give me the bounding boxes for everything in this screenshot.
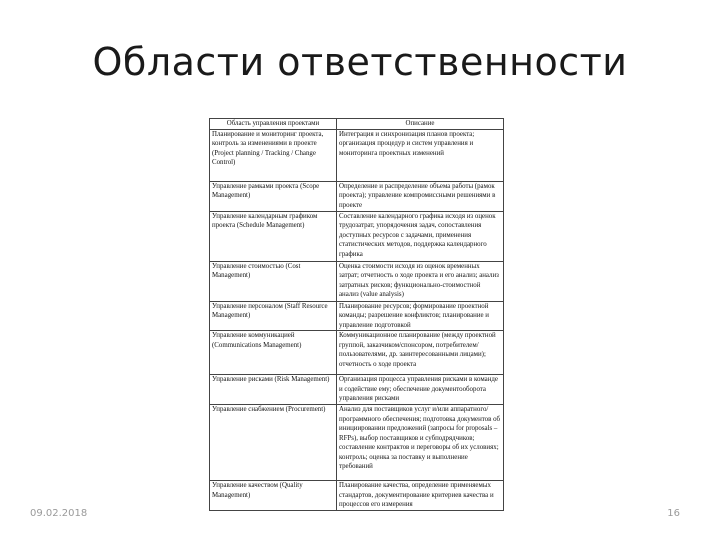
cell-area: Управление коммуникацией (Communications Management) (210, 331, 337, 375)
table-row (210, 301, 504, 331)
cell-area: Управление календарным графиком проекта (Schedule Management) (210, 211, 337, 261)
slide-date: 09.02.2018 (30, 508, 88, 519)
table-row (210, 129, 504, 181)
cell-area: Планирование и мониторинг проекта, контроль за изменениями в проекте (Project planning / Tracking / Change Control) (210, 129, 337, 181)
cell-description: Коммуникационное планирование (между проектной группой, заказчиком/спонсором, потребителем/пользователями, др. заинтересованными лицами); отчетность о ходе проекта (337, 331, 504, 375)
responsibility-table (209, 118, 504, 511)
cell-description: Составление календарного графика исходя из оценок трудозатрат, упорядочения задач, сопоставления доступных ресурсов с задачами, применения статистических методов, поддержка календарного графика (337, 211, 504, 261)
cell-area: Управление качеством (Quality Management) (210, 481, 337, 511)
cell-description: Планирование ресурсов; формирование проектной команды; разрешение конфликтов; планирование и управление подготовкой (337, 301, 504, 331)
table-row (210, 331, 504, 375)
cell-description: Интеграция и синхронизация планов проекта; организация процедур и систем управления и мониторинга проектных изменений (337, 129, 504, 181)
table-row (210, 375, 504, 405)
slide-title: Области ответственности (92, 40, 628, 84)
header-area: Область управления проектами (210, 119, 337, 130)
cell-area: Управление персоналом (Staff Resource Management) (210, 301, 337, 331)
cell-area: Управление рисками (Risk Management) (210, 375, 337, 405)
header-description: Описание (337, 119, 504, 130)
cell-area: Управление стоимостью (Cost Management) (210, 261, 337, 301)
cell-description: Анализ для поставщиков услуг и/или аппаратного/программного обеспечения; подготовка документов об инициировании предложений (запросы for proposals – RFPs), выбор поставщиков и субподрядчиков; составление контрактов и переговоры об их условиях; контроль; оценка за поставку и выполнение требований (337, 405, 504, 481)
table-row (210, 261, 504, 301)
table-row (210, 481, 504, 511)
table-row (210, 211, 504, 261)
slide-page-number: 16 (667, 508, 680, 519)
table-row (210, 405, 504, 481)
table-row (210, 181, 504, 211)
cell-description: Определение и распределение объема работы (рамок проекта); управление компромиссными решениями в проекте (337, 181, 504, 211)
cell-description: Оценка стоимости исходя из оценок временных затрат; отчетность о ходе проекта и его анализ; анализ затратных рисков; функционально-стоимостной анализ (value analysis) (337, 261, 504, 301)
table-header-row (210, 119, 504, 130)
cell-description: Организация процесса управления рисками в команде и содействие ему; обеспечение документооборота управления рисками (337, 375, 504, 405)
cell-area: Управление рамками проекта (Scope Management) (210, 181, 337, 211)
cell-description: Планирование качества, определение применяемых стандартов, документирование критериев качества и процессов его измерения (337, 481, 504, 511)
cell-area: Управление снабжением (Procurement) (210, 405, 337, 481)
responsibility-table-container (209, 118, 503, 511)
